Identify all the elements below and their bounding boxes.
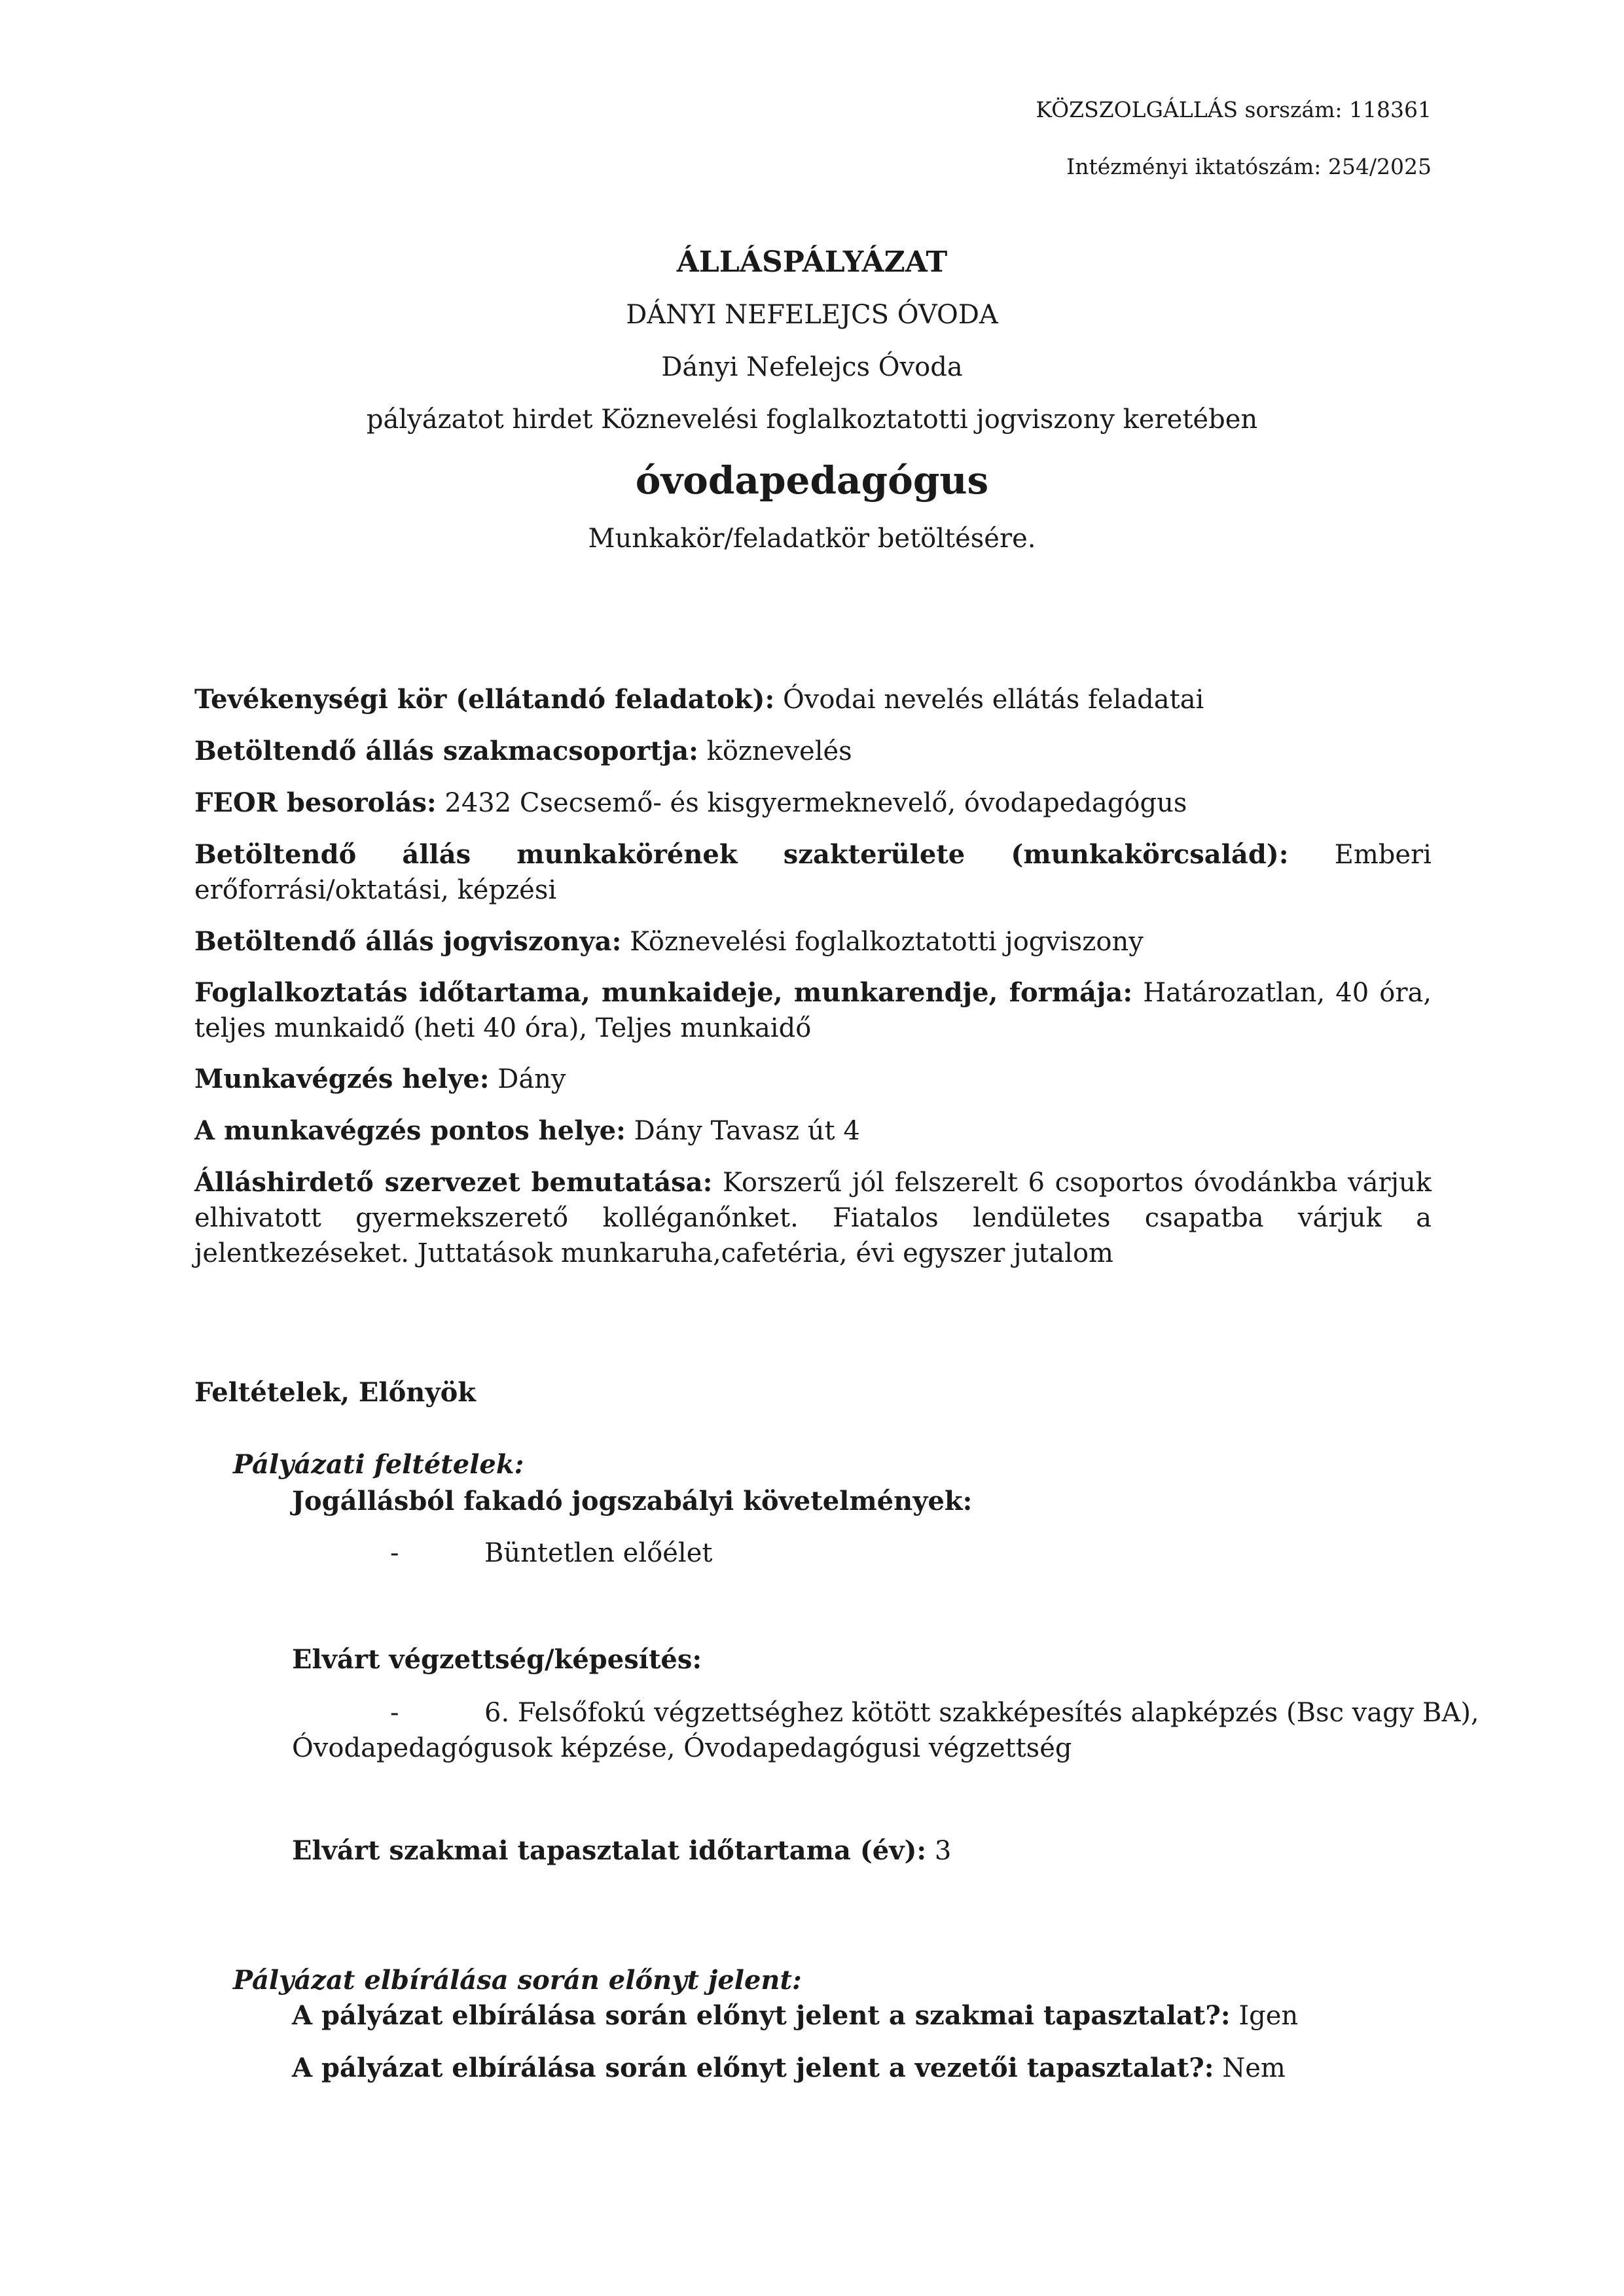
list-dash: - (390, 1698, 399, 1728)
field-value: 2432 Csecsemő- és kisgyermeknevelő, óvodapedagógus (444, 788, 1187, 818)
position-title: óvodapedagógus (635, 458, 989, 503)
field-munkavegzes (194, 1062, 1432, 1097)
field-label: Munkavégzés helye: (194, 1064, 490, 1094)
field-value: Nem (1222, 2053, 1286, 2083)
field-label: Betöltendő állás jogviszonya: (194, 926, 622, 957)
field-value: Határozatlan, 40 óra, teljes munkaidő (heti 40 óra), Teljes munkaidő (194, 978, 1432, 1043)
field-label: FEOR besorolás: (194, 787, 437, 818)
field-value: köznevelés (706, 736, 852, 766)
field-label: Betöltendő állás szakmacsoportja: (194, 736, 698, 766)
vezetoi-tapasztalat-field (292, 2053, 1286, 2083)
field-value: erőforrási/oktatási, képzési (194, 875, 557, 905)
vegzettseg-item-line1: 6. Felsőfokú végzettséghez kötött szakképesítés alapképzés (Bsc vagy BA), (484, 1698, 1479, 1728)
field-value: Igen (1238, 2001, 1299, 2031)
palyazati-feltetelek-heading: Pályázati feltételek: (233, 1449, 524, 1480)
jogallas-heading: Jogállásból fakadó jogszabályi követelmények: (292, 1486, 973, 1516)
field-value: Köznevelési foglalkoztatotti jogviszony (630, 927, 1144, 957)
field-feor (194, 785, 1432, 821)
field-label-word: Betöltendő (194, 839, 357, 870)
field-label-word: munkakörének (516, 839, 738, 870)
advantages-heading: Pályázat elbírálása során előnyt jelent: (233, 1965, 802, 1996)
field-tevekenysegi (194, 682, 1432, 717)
field-value: Emberi (1334, 840, 1432, 870)
field-label: Tevékenységi kör (ellátandó feladatok): (194, 684, 775, 715)
vegzettseg-heading: Elvárt végzettség/képesítés: (292, 1644, 702, 1675)
organization-name: Dányi Nefelejcs Óvoda (661, 352, 963, 382)
field-label: Elvárt szakmai tapasztalat időtartama (év): (292, 1835, 927, 1866)
field-pontos-hely (194, 1113, 1432, 1149)
list-dash: - (390, 1538, 399, 1568)
field-value: Korszerű jól felszerelt 6 csoportos óvodánkba várjuk elhivatott gyermekszerető kolléganőnket. Fiatalos lendületes csapatba várjuk a jelentkezéseket. Juttatások munkaruha,cafetéria, évi egyszer jutalom (194, 1168, 1432, 1268)
position-subtitle: Munkakör/feladatkör betöltésére. (588, 524, 1036, 554)
field-label: Foglalkoztatás időtartama, munkaideje, munkarendje, formája: (194, 977, 1133, 1008)
field-label-word: állás (402, 839, 471, 870)
field-label: A pályázat elbírálása során előnyt jelent a szakmai tapasztalat?: (292, 2000, 1231, 2031)
iktatoszam: Intézményi iktatószám: 254/2025 (1066, 154, 1432, 179)
intro-line: pályázatot hirdet Köznevelési foglalkoztatotti jogviszony keretében (366, 404, 1258, 435)
field-label-word: (munkakörcsalád): (1011, 839, 1289, 870)
field-value: Óvodai nevelés ellátás feladatai (782, 685, 1204, 715)
field-value: 3 (934, 1836, 952, 1866)
szakmai-tapasztalat-field (292, 2000, 1298, 2031)
organization-upper: DÁNYI NEFELEJCS ÓVODA (626, 300, 998, 330)
field-label: A munkavégzés pontos helye: (194, 1115, 626, 1146)
field-foglalkoztatas (194, 975, 1432, 1046)
kozszolgalas-number: KÖZSZOLGÁLLÁS sorszám: 118361 (1036, 97, 1432, 122)
jogallas-item: Büntetlen előélet (484, 1538, 713, 1568)
field-szakterulet (194, 837, 1432, 908)
field-label-word: szakterülete (783, 839, 965, 870)
field-value: Dány Tavasz út 4 (634, 1116, 860, 1146)
document-title: ÁLLÁSPÁLYÁZAT (676, 245, 948, 279)
tapasztalat-field (292, 1835, 951, 1866)
conditions-heading: Feltételek, Előnyök (194, 1377, 476, 1408)
vegzettseg-item-line2: Óvodapedagógusok képzése, Óvodapedagógusi végzettség (292, 1733, 1072, 1763)
field-value: Dány (497, 1064, 566, 1094)
field-jogviszony (194, 924, 1432, 960)
field-label: A pályázat elbírálása során előnyt jelent a vezetői tapasztalat?: (292, 2053, 1214, 2083)
field-szakmacsoport (194, 734, 1432, 769)
field-label: Álláshirdető szervezet bemutatása: (194, 1167, 713, 1198)
field-bemutatas (194, 1165, 1432, 1271)
